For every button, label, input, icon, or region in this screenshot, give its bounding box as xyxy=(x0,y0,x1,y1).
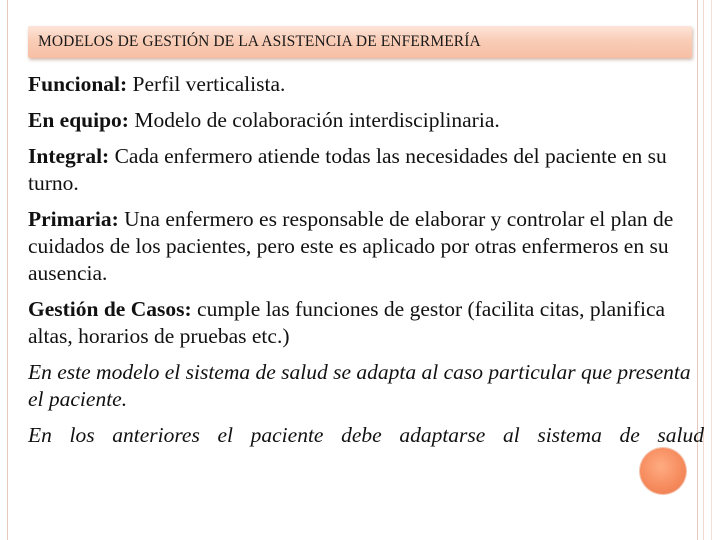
item-text: Modelo de colaboración interdisciplinaria. xyxy=(128,108,500,132)
item-text: Una enfermero es responsable de elaborar y controlar el plan de cuidados de los pacientes, pero este es aplicado por otras enfermeros en su ausencia. xyxy=(28,207,674,285)
item-term: En equipo: xyxy=(28,108,129,132)
item-text: cumple las funciones de gestor (facilita citas, planifica altas, horarios de pruebas etc.) xyxy=(28,297,666,348)
list-item-integral xyxy=(28,143,704,197)
left-border-line xyxy=(7,0,8,540)
list-item-gestion-de-casos xyxy=(28,296,704,350)
right-border-line xyxy=(711,0,712,540)
list-item-funcional xyxy=(28,71,704,98)
slide-content xyxy=(28,71,704,458)
note-paragraph: En los anteriores el paciente debe adaptarse al sistema de salud xyxy=(28,423,704,447)
item-term: Gestión de Casos: xyxy=(28,297,192,321)
list-item-en-equipo xyxy=(28,107,704,134)
item-term: Funcional: xyxy=(28,72,128,96)
item-term: Integral: xyxy=(28,144,110,168)
item-text: Perfil verticalista. xyxy=(127,72,286,96)
decorative-circle-icon xyxy=(640,448,686,494)
note-paragraph: En este modelo el sistema de salud se adapta al caso particular que presenta el paciente. xyxy=(28,360,691,411)
list-item-primaria xyxy=(28,206,704,287)
title-bar xyxy=(28,26,692,58)
item-text: Cada enfermero atiende todas las necesidades del paciente en su turno. xyxy=(28,144,667,195)
slide-title: MODELOS DE GESTIÓN DE LA ASISTENCIA DE ENFERMERÍA xyxy=(38,33,481,50)
item-term: Primaria: xyxy=(28,207,119,231)
